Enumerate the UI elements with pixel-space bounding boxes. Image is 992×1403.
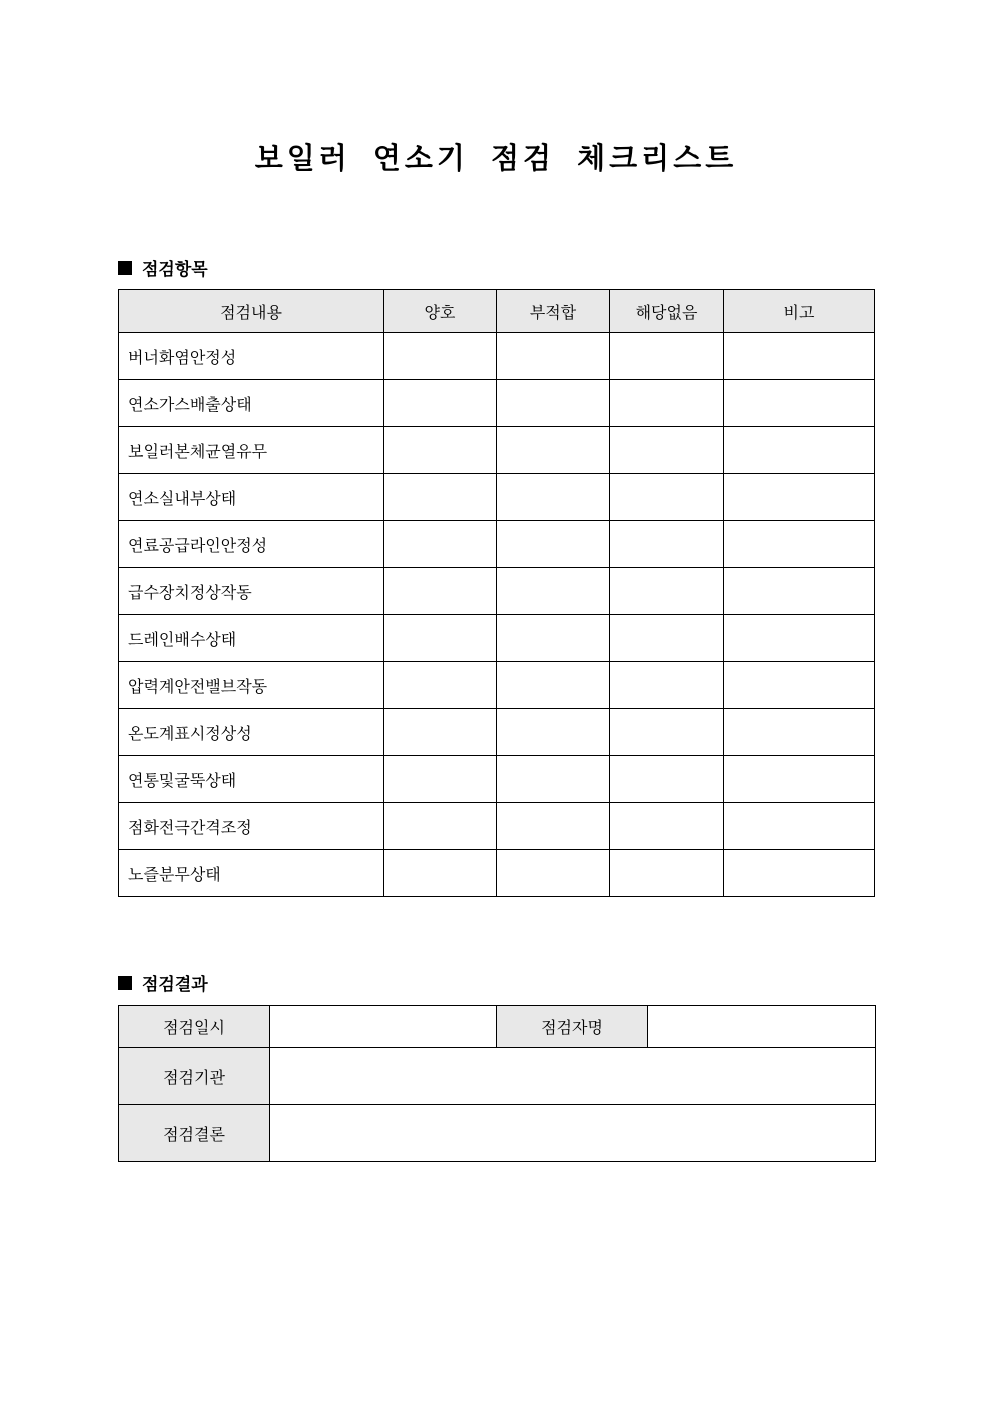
remarks-cell[interactable] [724, 756, 875, 803]
remarks-cell[interactable] [724, 803, 875, 850]
item-name-cell: 노즐분무상태 [119, 850, 384, 897]
not-applicable-check-cell[interactable] [610, 427, 724, 474]
remarks-cell[interactable] [724, 380, 875, 427]
inspection-items-table [118, 289, 875, 897]
good-check-cell[interactable] [384, 427, 497, 474]
unsuitable-check-cell[interactable] [497, 427, 610, 474]
table-row [119, 380, 875, 427]
table-row [119, 615, 875, 662]
good-check-cell[interactable] [384, 803, 497, 850]
unsuitable-check-cell[interactable] [497, 521, 610, 568]
remarks-cell[interactable] [724, 568, 875, 615]
remarks-cell[interactable] [724, 333, 875, 380]
remarks-cell[interactable] [724, 427, 875, 474]
inspection-date-field[interactable] [270, 1006, 497, 1048]
good-check-cell[interactable] [384, 615, 497, 662]
column-header-not-applicable: 해당없음 [610, 290, 724, 333]
remarks-cell[interactable] [724, 662, 875, 709]
inspection-date-label: 점검일시 [119, 1006, 270, 1048]
item-name-cell: 연료공급라인안정성 [119, 521, 384, 568]
not-applicable-check-cell[interactable] [610, 803, 724, 850]
good-check-cell[interactable] [384, 662, 497, 709]
table-row [119, 427, 875, 474]
unsuitable-check-cell[interactable] [497, 380, 610, 427]
not-applicable-check-cell[interactable] [610, 380, 724, 427]
table-header-row [119, 290, 875, 333]
inspection-conclusion-field[interactable] [270, 1105, 876, 1162]
good-check-cell[interactable] [384, 333, 497, 380]
table-row [119, 756, 875, 803]
item-name-cell: 급수장치정상작동 [119, 568, 384, 615]
result-row-conclusion [119, 1105, 876, 1162]
table-row [119, 662, 875, 709]
unsuitable-check-cell[interactable] [497, 568, 610, 615]
item-name-cell: 연소실내부상태 [119, 474, 384, 521]
table-row [119, 474, 875, 521]
column-header-content: 점검내용 [119, 290, 384, 333]
item-name-cell: 점화전극간격조정 [119, 803, 384, 850]
column-header-good: 양호 [384, 290, 497, 333]
good-check-cell[interactable] [384, 474, 497, 521]
inspection-agency-label: 점검기관 [119, 1048, 270, 1105]
result-row-date [119, 1006, 876, 1048]
inspector-name-label: 점검자명 [497, 1006, 648, 1048]
remarks-cell[interactable] [724, 850, 875, 897]
section-heading-inspection-result [118, 970, 208, 995]
section-heading-inspection-items [118, 255, 208, 280]
good-check-cell[interactable] [384, 709, 497, 756]
table-row [119, 521, 875, 568]
remarks-cell[interactable] [724, 709, 875, 756]
section-heading-label: 점검항목 [142, 260, 208, 280]
not-applicable-check-cell[interactable] [610, 662, 724, 709]
good-check-cell[interactable] [384, 850, 497, 897]
unsuitable-check-cell[interactable] [497, 756, 610, 803]
inspection-agency-field[interactable] [270, 1048, 876, 1105]
item-name-cell: 온도계표시정상성 [119, 709, 384, 756]
not-applicable-check-cell[interactable] [610, 333, 724, 380]
table-row [119, 850, 875, 897]
table-row [119, 333, 875, 380]
document-title: 보일러 연소기 점검 체크리스트 [254, 141, 738, 175]
column-header-remarks: 비고 [724, 290, 875, 333]
item-name-cell: 연통및굴뚝상태 [119, 756, 384, 803]
not-applicable-check-cell[interactable] [610, 850, 724, 897]
unsuitable-check-cell[interactable] [497, 615, 610, 662]
result-row-agency [119, 1048, 876, 1105]
table-row [119, 803, 875, 850]
unsuitable-check-cell[interactable] [497, 803, 610, 850]
not-applicable-check-cell[interactable] [610, 709, 724, 756]
good-check-cell[interactable] [384, 756, 497, 803]
square-bullet-icon [118, 261, 132, 275]
good-check-cell[interactable] [384, 568, 497, 615]
inspection-result-table [118, 1005, 876, 1162]
unsuitable-check-cell[interactable] [497, 709, 610, 756]
item-name-cell: 버너화염안정성 [119, 333, 384, 380]
inspector-name-field[interactable] [648, 1006, 876, 1048]
unsuitable-check-cell[interactable] [497, 662, 610, 709]
column-header-unsuitable: 부적합 [497, 290, 610, 333]
remarks-cell[interactable] [724, 521, 875, 568]
item-name-cell: 보일러본체균열유무 [119, 427, 384, 474]
section-heading-label: 점검결과 [142, 975, 208, 995]
square-bullet-icon [118, 976, 132, 990]
not-applicable-check-cell[interactable] [610, 756, 724, 803]
inspection-conclusion-label: 점검결론 [119, 1105, 270, 1162]
not-applicable-check-cell[interactable] [610, 615, 724, 662]
unsuitable-check-cell[interactable] [497, 850, 610, 897]
good-check-cell[interactable] [384, 521, 497, 568]
unsuitable-check-cell[interactable] [497, 474, 610, 521]
not-applicable-check-cell[interactable] [610, 521, 724, 568]
item-name-cell: 드레인배수상태 [119, 615, 384, 662]
item-name-cell: 압력계안전밸브작동 [119, 662, 384, 709]
unsuitable-check-cell[interactable] [497, 333, 610, 380]
table-row [119, 568, 875, 615]
good-check-cell[interactable] [384, 380, 497, 427]
remarks-cell[interactable] [724, 474, 875, 521]
not-applicable-check-cell[interactable] [610, 474, 724, 521]
not-applicable-check-cell[interactable] [610, 568, 724, 615]
item-name-cell: 연소가스배출상태 [119, 380, 384, 427]
table-row [119, 709, 875, 756]
remarks-cell[interactable] [724, 615, 875, 662]
